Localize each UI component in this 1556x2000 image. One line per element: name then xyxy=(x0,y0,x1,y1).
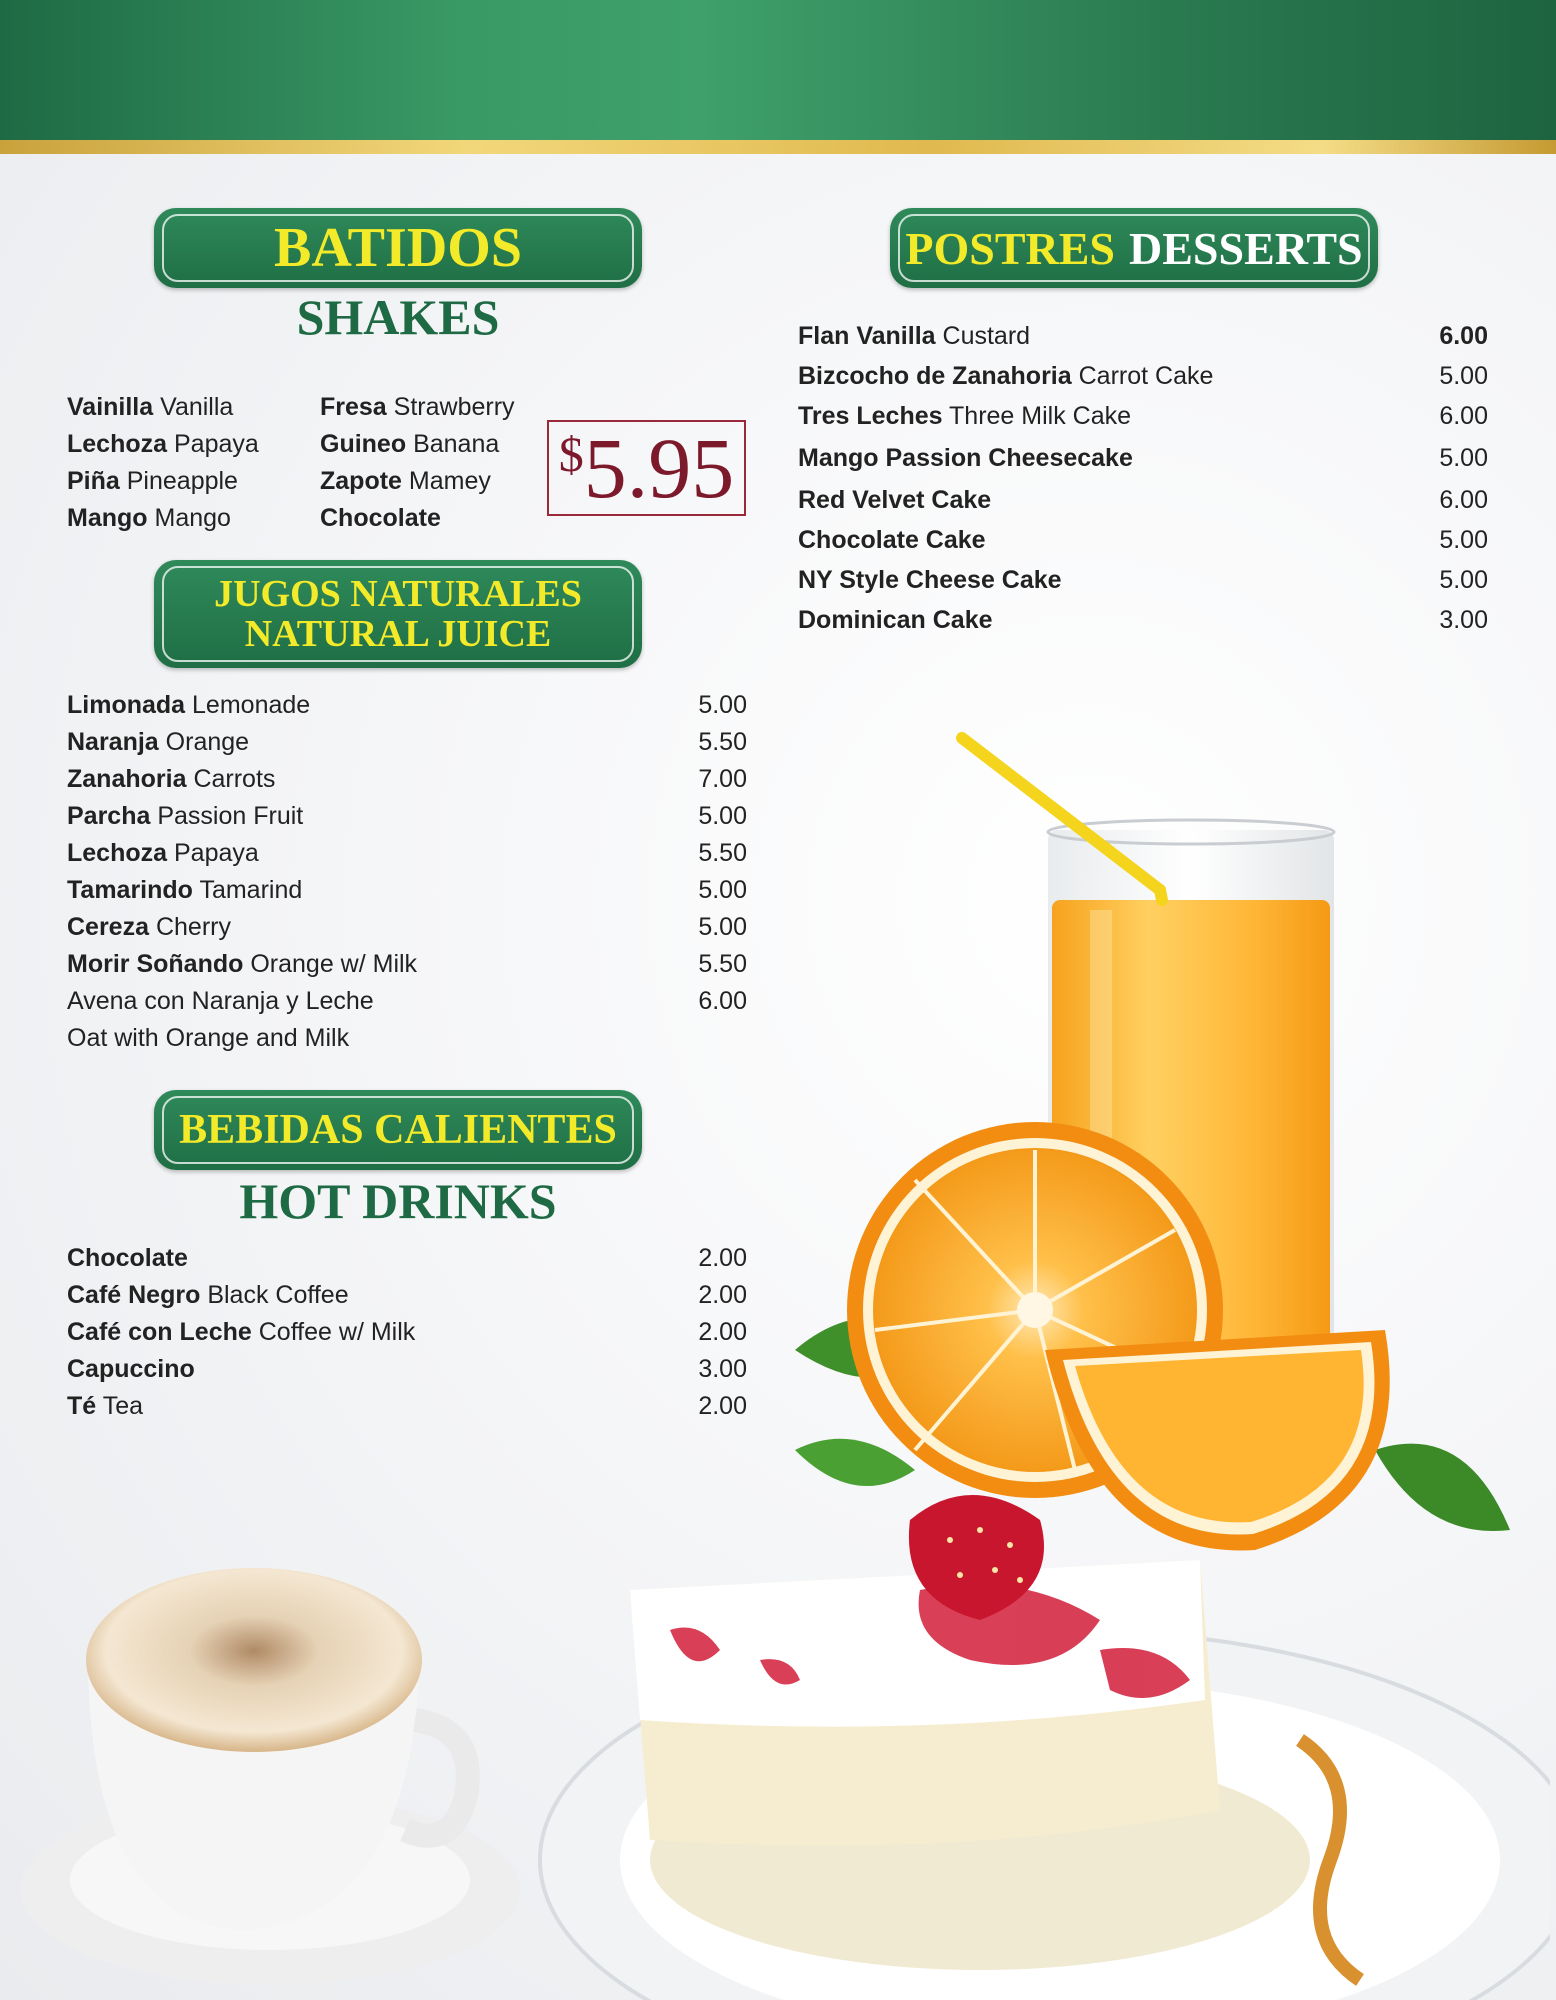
juices-banner xyxy=(154,560,642,668)
shakes-banner-title: BATIDOS xyxy=(274,217,522,279)
item-price: 5.50 xyxy=(698,728,747,756)
list-item xyxy=(67,463,259,500)
list-item-continued xyxy=(67,1020,747,1057)
header-band xyxy=(0,0,1556,140)
list-item xyxy=(67,1314,747,1351)
list-item xyxy=(67,983,747,1020)
item-price: 7.00 xyxy=(698,765,747,793)
item-name-en: Cherry xyxy=(155,913,231,941)
item-name-es: Red Velvet Cake xyxy=(798,486,992,514)
item-name-es: Bizcocho de Zanahoria xyxy=(798,362,1072,390)
list-item xyxy=(67,761,747,798)
item-price: 2.00 xyxy=(698,1244,747,1272)
item-name-es: Lechoza xyxy=(67,839,168,867)
item-price: 5.00 xyxy=(698,876,747,904)
item-name-es: Café Negro xyxy=(67,1281,201,1309)
item-name-es: Naranja xyxy=(67,728,159,756)
item-price: 2.00 xyxy=(698,1318,747,1346)
list-item xyxy=(67,1388,747,1425)
desserts-banner-es: POSTRES xyxy=(905,222,1115,274)
item-price: 6.00 xyxy=(1439,486,1488,514)
item-name-es: Capuccino xyxy=(67,1355,195,1383)
item-name-es: Parcha xyxy=(67,802,151,830)
list-item xyxy=(798,480,1488,520)
list-item xyxy=(798,600,1488,640)
item-price: 3.00 xyxy=(698,1355,747,1383)
item-name-en: Pineapple xyxy=(126,467,238,495)
item-name-es: Dominican Cake xyxy=(798,606,993,634)
item-name-es: Chocolate xyxy=(320,504,441,532)
item-name-es: Café con Leche xyxy=(67,1318,252,1346)
list-item xyxy=(67,1351,747,1388)
item-price: 5.00 xyxy=(1439,566,1488,594)
shakes-price-box xyxy=(547,420,746,516)
list-item xyxy=(67,724,747,761)
item-name-es: Mango xyxy=(67,504,148,532)
item-name-en: Tamarind xyxy=(199,876,303,904)
item-name-es: Piña xyxy=(67,467,120,495)
list-item xyxy=(798,560,1488,600)
item-price: 6.00 xyxy=(1439,402,1488,430)
shakes-list-col2 xyxy=(320,389,515,537)
list-item xyxy=(320,426,515,463)
item-name-es: Té xyxy=(67,1392,97,1420)
list-item xyxy=(320,389,515,426)
shakes-banner xyxy=(154,208,642,288)
item-price: 2.00 xyxy=(698,1281,747,1309)
item-name-en: Black Coffee xyxy=(207,1281,349,1309)
item-name-es: Lechoza xyxy=(67,430,168,458)
item-price: 3.00 xyxy=(1439,606,1488,634)
item-price: 5.00 xyxy=(1439,526,1488,554)
item-name-en: Tea xyxy=(102,1392,143,1420)
item-name-es: Tamarindo xyxy=(67,876,193,904)
item-name-es: Mango Passion Cheesecake xyxy=(798,444,1133,472)
item-name-es: Zapote xyxy=(320,467,402,495)
item-name-en: Carrot Cake xyxy=(1078,362,1214,390)
hot-drinks-banner-title: BEBIDAS CALIENTES xyxy=(179,1107,617,1153)
item-name-es: NY Style Cheese Cake xyxy=(798,566,1062,594)
item-name-es: Guineo xyxy=(320,430,407,458)
item-name-en: Custard xyxy=(942,322,1031,350)
juices-banner-es: JUGOS NATURALES xyxy=(214,573,582,615)
item-price: 5.00 xyxy=(698,913,747,941)
juices-list xyxy=(67,687,747,1057)
item-price: 5.00 xyxy=(698,802,747,830)
item-name-es: Tres Leches xyxy=(798,402,943,430)
item-name-en: Vanilla xyxy=(160,393,234,421)
item-name-es: Cereza xyxy=(67,913,149,941)
shakes-price: 5.95 xyxy=(583,420,735,516)
cappuccino-cup-image xyxy=(10,1530,530,2000)
item-name-es: Zanahoria xyxy=(67,765,187,793)
desserts-banner-en: DESSERTS xyxy=(1129,222,1363,274)
item-price: 6.00 xyxy=(698,987,747,1015)
item-name-en: Orange xyxy=(165,728,250,756)
item-price: 6.00 xyxy=(1439,322,1488,350)
list-item xyxy=(67,389,259,426)
item-name-en: Three Milk Cake xyxy=(949,402,1132,430)
item-name-es: Morir Soñando xyxy=(67,950,244,978)
item-name-es: Fresa xyxy=(320,393,387,421)
item-name-en: Mango xyxy=(154,504,231,532)
item-price: 5.00 xyxy=(1439,444,1488,472)
gold-divider xyxy=(0,140,1556,154)
list-item xyxy=(798,396,1488,436)
item-name-es: Flan Vanilla xyxy=(798,322,936,350)
tres-leches-cake-image xyxy=(500,1480,1550,2000)
desserts-banner xyxy=(890,208,1378,288)
list-item xyxy=(798,436,1488,480)
list-item xyxy=(67,500,259,537)
item-name-en: Orange w/ Milk xyxy=(250,950,418,978)
item-name-en: Papaya xyxy=(173,839,259,867)
item-price: 5.50 xyxy=(698,839,747,867)
list-item xyxy=(798,316,1488,356)
juices-banner-en: NATURAL JUICE xyxy=(244,613,552,655)
list-item xyxy=(67,1277,747,1314)
list-item xyxy=(67,798,747,835)
list-item xyxy=(67,909,747,946)
price-currency: $ xyxy=(558,426,584,482)
desserts-list xyxy=(798,316,1488,640)
list-item xyxy=(67,1240,747,1277)
item-name-en: Strawberry xyxy=(393,393,515,421)
list-item xyxy=(798,356,1488,396)
list-item xyxy=(67,872,747,909)
list-item xyxy=(67,426,259,463)
list-item xyxy=(798,520,1488,560)
hot-drinks-banner xyxy=(154,1090,642,1170)
item-name-en: Banana xyxy=(413,430,500,458)
hot-drinks-subtitle: HOT DRINKS xyxy=(239,1173,557,1229)
item-price: 5.00 xyxy=(1439,362,1488,390)
item-price: 5.50 xyxy=(698,950,747,978)
hot-drinks-list xyxy=(67,1240,747,1425)
list-item xyxy=(67,835,747,872)
list-item xyxy=(67,946,747,983)
item-name-en: Mamey xyxy=(408,467,491,495)
shakes-list-col1 xyxy=(67,389,259,537)
item-name-es: Avena con Naranja y Leche xyxy=(67,987,374,1015)
item-price: 5.00 xyxy=(698,691,747,719)
list-item xyxy=(320,500,515,537)
item-name-en: Carrots xyxy=(193,765,276,793)
item-name-es: Limonada xyxy=(67,691,186,719)
item-name-en: Coffee w/ Milk xyxy=(258,1318,416,1346)
item-name-en: Lemonade xyxy=(192,691,311,719)
list-item xyxy=(67,687,747,724)
item-name-en: Passion Fruit xyxy=(157,802,304,830)
item-name-en: Oat with Orange and Milk xyxy=(67,1024,350,1052)
item-price: 2.00 xyxy=(698,1392,747,1420)
shakes-subtitle: SHAKES xyxy=(296,289,500,345)
item-name-en: Papaya xyxy=(173,430,259,458)
item-name-es: Chocolate Cake xyxy=(798,526,986,554)
list-item xyxy=(320,463,515,500)
item-name-es: Vainilla xyxy=(67,393,154,421)
item-name-es: Chocolate xyxy=(67,1244,188,1272)
